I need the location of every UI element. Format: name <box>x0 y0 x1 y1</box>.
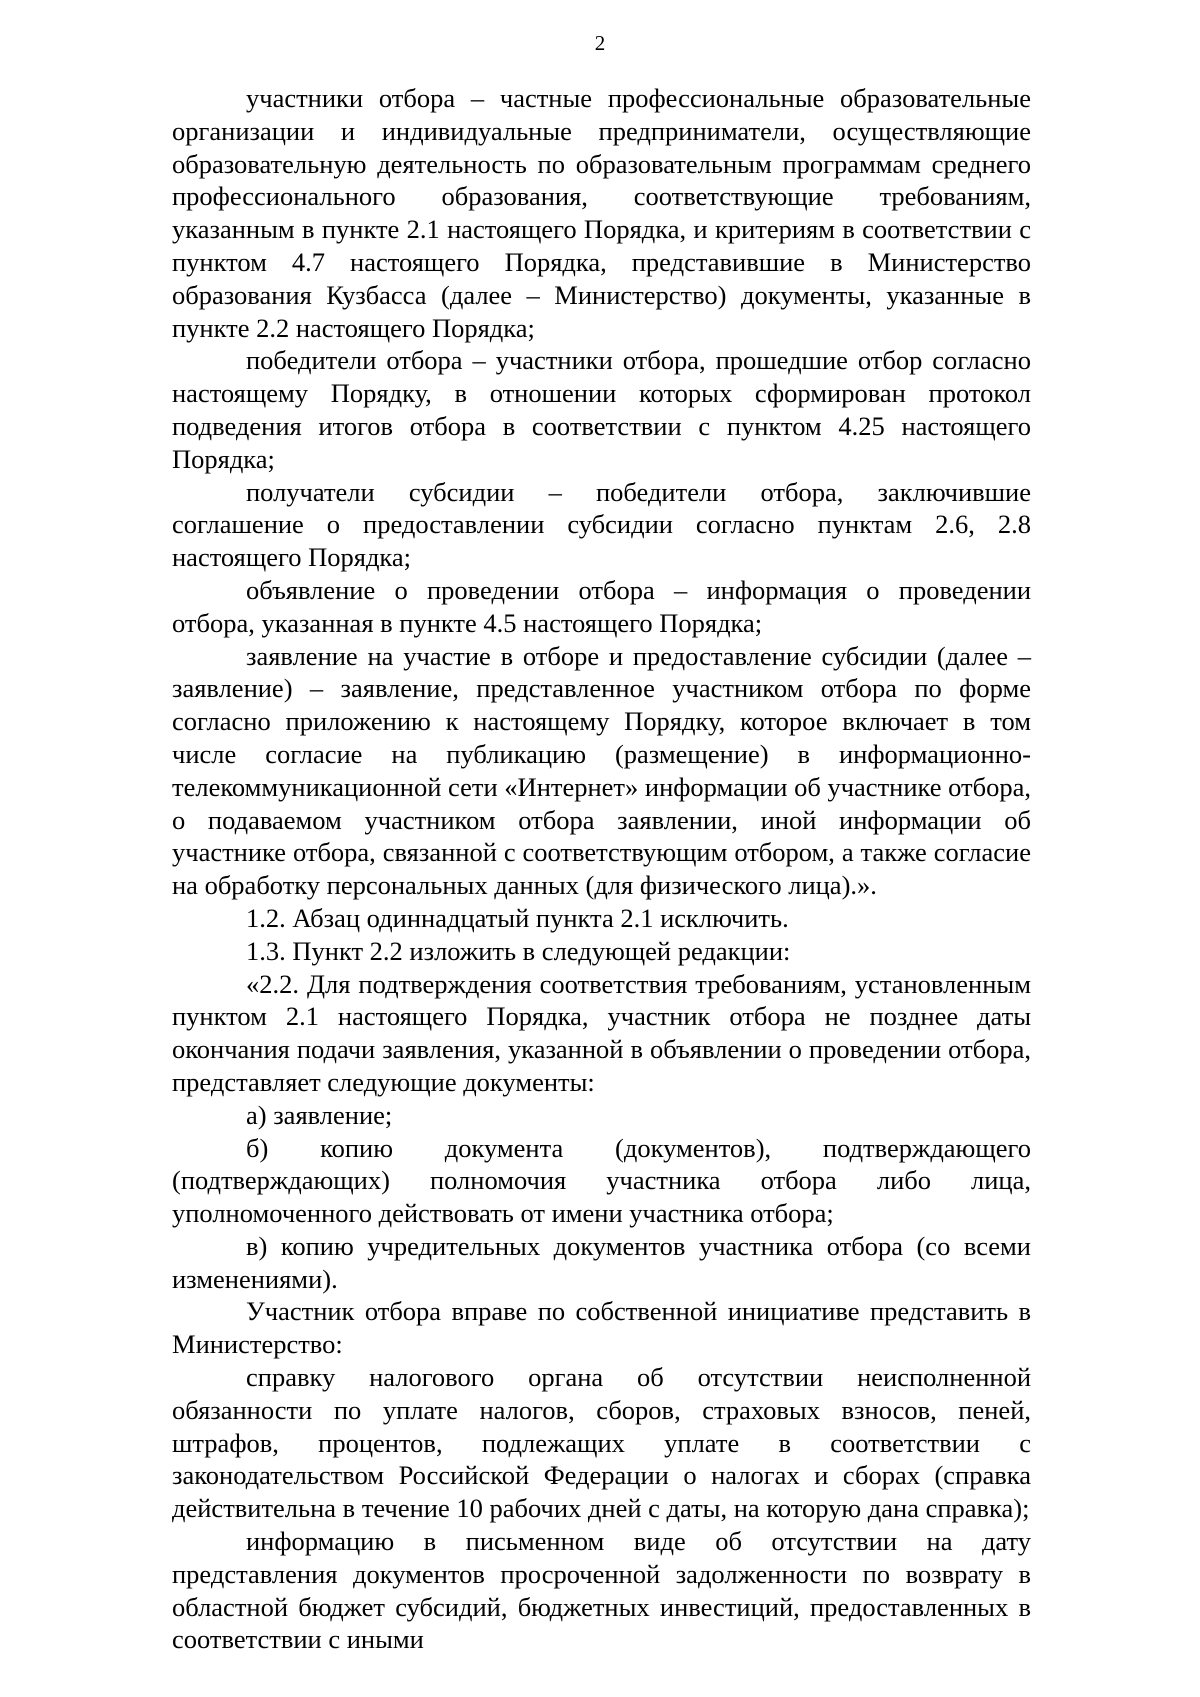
paragraph-item-1-3: 1.3. Пункт 2.2 изложить в следующей редакции: <box>246 935 791 966</box>
paragraph-item-1-2: 1.2. Абзац одиннадцатый пункта 2.1 исключить. <box>246 902 789 933</box>
paragraph-recipients-definition: получатели субсидии – победители отбора, заключившие соглашение о предоставлении субсидии согласно пунктам 2.6, 2.8 настоящего Порядка; <box>172 476 1031 573</box>
page-number: 2 <box>594 31 606 55</box>
paragraph-announcement-definition: объявление о проведении отбора – информация о проведении отбора, указанная в пункте 4.5 настоящего Порядка; <box>172 574 1031 638</box>
document-body <box>172 82 1031 1656</box>
paragraph-debt-information: информацию в письменном виде об отсутствии на дату представления документов просроченной задолженности по возврату в областной бюджет субсидий, бюджетных инвестиций, предоставленных в соответствии с иными <box>172 1526 1031 1655</box>
paragraph-list-c: в) копию учредительных документов участника отбора (со всеми изменениями). <box>172 1230 1031 1294</box>
paragraph-optional-docs: Участник отбора вправе по собственной инициативе представить в Министерство: <box>172 1296 1031 1360</box>
paragraph-list-b: б) копию документа (документов), подтверждающего (подтверждающих) полномочия участника отбора либо лица, уполномоченного действовать от имени участника отбора; <box>172 1132 1031 1229</box>
paragraph-application-definition: заявление на участие в отборе и предоставление субсидии (далее – заявление) – заявление, представленное участником отбора по форме согласно приложению к настоящему Порядку, которое включает в том числе согласие на публикацию (размещение) в информационно-телекоммуникационной сети «Интернет» информации об участнике отбора, о подаваемом участником отбора заявлении, иной информации об участнике отбора, связанной с соответствующим отбором, а также согласие на обработку персональных данных (для физического лица).». <box>172 640 1031 901</box>
paragraph-item-2-2: «2.2. Для подтверждения соответствия требованиям, установленным пунктом 2.1 настоящего Порядка, участник отбора не позднее даты окончания подачи заявления, указанной в объявлении о проведении отбора, представляет следующие документы: <box>172 968 1031 1097</box>
paragraph-tax-certificate: справку налогового органа об отсутствии неисполненной обязанности по уплате налогов, сборов, страховых взносов, пеней, штрафов, процентов, подлежащих уплате в соответствии с законодательством Российской Федерации о налогах и сборах (справка действительна в течение 10 рабочих дней с даты, на которую дана справка); <box>172 1362 1031 1524</box>
paragraph-participants-definition: участники отбора – частные профессиональные образовательные организации и индивидуальные предприниматели, осуществляющие образовательную деятельность по образовательным программам среднего профессионального образования, соответствующие требованиям, указанным в пункте 2.1 настоящего Порядка, и критериям в соответствии с пунктом 4.7 настоящего Порядка, представившие в Министерство образования Кузбасса (далее – Министерство) документы, указанные в пункте 2.2 настоящего Порядка; <box>172 83 1031 343</box>
paragraph-winners-definition: победители отбора – участники отбора, прошедшие отбор согласно настоящему Порядку, в отношении которых сформирован протокол подведения итогов отбора в соответствии с пунктом 4.25 настоящего Порядка; <box>172 345 1031 474</box>
paragraph-list-a: а) заявление; <box>246 1099 393 1130</box>
